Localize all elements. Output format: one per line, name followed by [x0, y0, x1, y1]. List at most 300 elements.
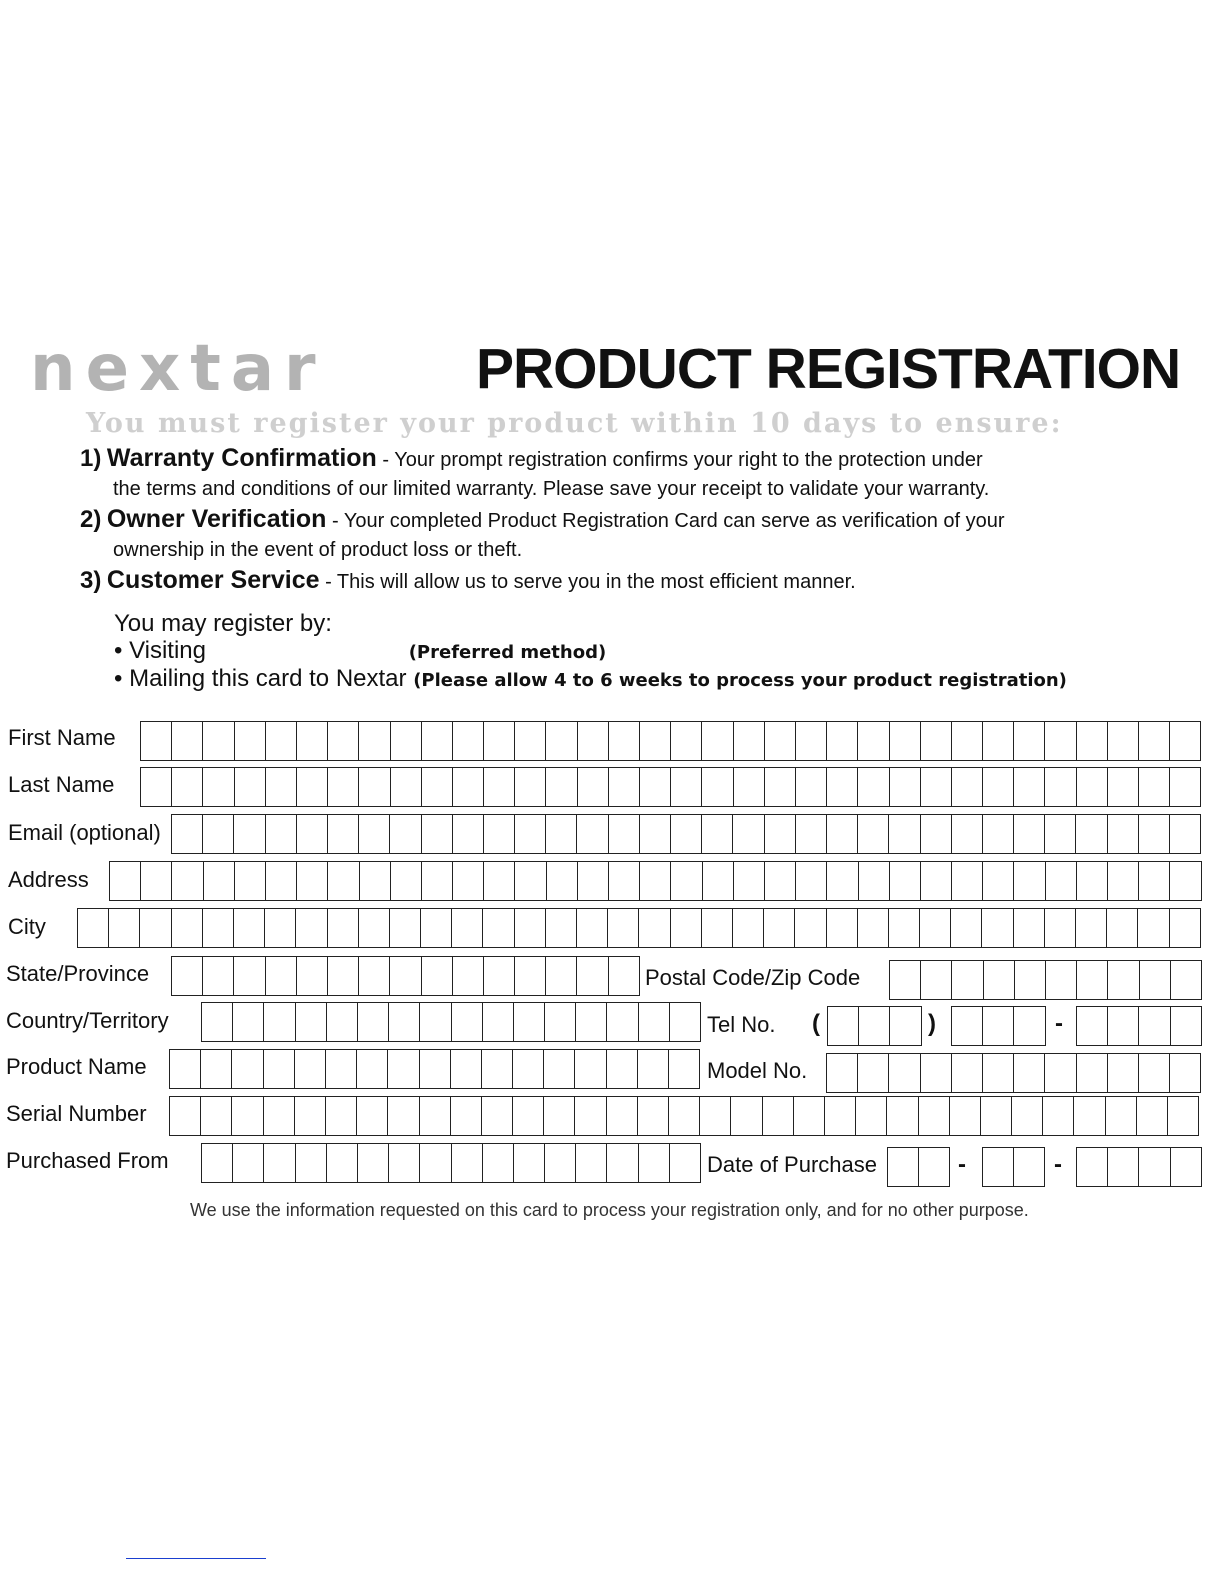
- char-box[interactable]: [1108, 1148, 1139, 1186]
- char-box[interactable]: [452, 909, 483, 947]
- char-box[interactable]: [890, 862, 921, 900]
- char-box[interactable]: [1014, 722, 1045, 760]
- char-box[interactable]: [796, 862, 827, 900]
- char-box[interactable]: [141, 722, 172, 760]
- char-box[interactable]: [1014, 862, 1045, 900]
- char-box[interactable]: [264, 1050, 295, 1088]
- tel-line-field[interactable]: [1076, 1006, 1202, 1046]
- char-box[interactable]: [1168, 1097, 1199, 1135]
- char-box[interactable]: [919, 1148, 950, 1186]
- char-box[interactable]: [670, 1144, 701, 1182]
- char-box[interactable]: [983, 1054, 1014, 1092]
- char-box[interactable]: [484, 768, 515, 806]
- char-box[interactable]: [328, 768, 359, 806]
- char-box[interactable]: [609, 768, 640, 806]
- char-box[interactable]: [576, 1003, 607, 1041]
- char-box[interactable]: [640, 722, 671, 760]
- char-box[interactable]: [1077, 768, 1108, 806]
- char-box[interactable]: [141, 862, 172, 900]
- char-box[interactable]: [515, 957, 546, 995]
- char-box[interactable]: [328, 722, 359, 760]
- char-box[interactable]: [1108, 815, 1139, 853]
- char-box[interactable]: [420, 1050, 451, 1088]
- char-box[interactable]: [796, 815, 827, 853]
- char-box[interactable]: [266, 722, 297, 760]
- char-box[interactable]: [515, 768, 546, 806]
- char-box[interactable]: [515, 722, 546, 760]
- char-box[interactable]: [391, 768, 422, 806]
- char-box[interactable]: [952, 1054, 983, 1092]
- char-box[interactable]: [266, 815, 297, 853]
- char-box[interactable]: [172, 862, 203, 900]
- char-box[interactable]: [264, 1097, 295, 1135]
- char-box[interactable]: [576, 1144, 607, 1182]
- char-box[interactable]: [640, 815, 671, 853]
- char-box[interactable]: [856, 1097, 887, 1135]
- char-box[interactable]: [201, 1097, 232, 1135]
- char-box[interactable]: [297, 862, 328, 900]
- char-box[interactable]: [141, 768, 172, 806]
- char-box[interactable]: [515, 909, 546, 947]
- char-box[interactable]: [1045, 1054, 1076, 1092]
- char-box[interactable]: [360, 862, 391, 900]
- char-box[interactable]: [235, 722, 266, 760]
- date-year-field[interactable]: [1076, 1147, 1202, 1187]
- char-box[interactable]: [1139, 862, 1170, 900]
- char-box[interactable]: [952, 1007, 983, 1045]
- char-box[interactable]: [888, 1148, 919, 1186]
- char-box[interactable]: [389, 1144, 420, 1182]
- char-box[interactable]: [609, 815, 640, 853]
- char-box[interactable]: [545, 1144, 576, 1182]
- char-box[interactable]: [1139, 722, 1170, 760]
- char-box[interactable]: [983, 1148, 1014, 1186]
- char-box[interactable]: [920, 909, 951, 947]
- char-box[interactable]: [359, 909, 390, 947]
- char-box[interactable]: [671, 909, 702, 947]
- char-box[interactable]: [482, 1097, 513, 1135]
- char-box[interactable]: [359, 957, 390, 995]
- char-box[interactable]: [827, 1054, 858, 1092]
- char-box[interactable]: [1171, 1148, 1202, 1186]
- char-box[interactable]: [453, 768, 484, 806]
- char-box[interactable]: [297, 722, 328, 760]
- char-box[interactable]: [170, 1050, 201, 1088]
- char-box[interactable]: [731, 1097, 762, 1135]
- char-box[interactable]: [795, 909, 826, 947]
- char-box[interactable]: [266, 768, 297, 806]
- char-box[interactable]: [1107, 909, 1138, 947]
- postal-field[interactable]: [889, 960, 1202, 1000]
- char-box[interactable]: [889, 909, 920, 947]
- char-box[interactable]: [515, 862, 546, 900]
- char-box[interactable]: [671, 768, 702, 806]
- char-box[interactable]: [328, 909, 359, 947]
- char-box[interactable]: [546, 815, 577, 853]
- char-box[interactable]: [514, 1003, 545, 1041]
- char-box[interactable]: [202, 1003, 233, 1041]
- char-box[interactable]: [577, 909, 608, 947]
- char-box[interactable]: [921, 722, 952, 760]
- char-box[interactable]: [78, 909, 109, 947]
- char-box[interactable]: [1014, 1007, 1045, 1045]
- char-box[interactable]: [422, 957, 453, 995]
- char-box[interactable]: [764, 909, 795, 947]
- char-box[interactable]: [451, 1097, 482, 1135]
- char-box[interactable]: [887, 1097, 918, 1135]
- tel-prefix-field[interactable]: [951, 1006, 1046, 1046]
- char-box[interactable]: [575, 1097, 606, 1135]
- char-box[interactable]: [702, 768, 733, 806]
- char-box[interactable]: [358, 1144, 389, 1182]
- char-box[interactable]: [452, 1144, 483, 1182]
- char-box[interactable]: [890, 768, 921, 806]
- char-box[interactable]: [702, 815, 733, 853]
- char-box[interactable]: [734, 722, 765, 760]
- char-box[interactable]: [609, 722, 640, 760]
- char-box[interactable]: [607, 1003, 638, 1041]
- char-box[interactable]: [202, 1144, 233, 1182]
- char-box[interactable]: [234, 957, 265, 995]
- char-box[interactable]: [734, 768, 765, 806]
- char-box[interactable]: [952, 961, 983, 999]
- tel-area-field[interactable]: [827, 1006, 922, 1046]
- char-box[interactable]: [234, 815, 265, 853]
- char-box[interactable]: [952, 768, 983, 806]
- char-box[interactable]: [203, 722, 234, 760]
- char-box[interactable]: [388, 1050, 419, 1088]
- char-box[interactable]: [1014, 1054, 1045, 1092]
- char-box[interactable]: [1077, 722, 1108, 760]
- char-box[interactable]: [513, 1050, 544, 1088]
- char-box[interactable]: [453, 957, 484, 995]
- char-box[interactable]: [858, 815, 889, 853]
- char-box[interactable]: [357, 1050, 388, 1088]
- char-box[interactable]: [733, 909, 764, 947]
- char-box[interactable]: [515, 815, 546, 853]
- char-box[interactable]: [921, 862, 952, 900]
- char-box[interactable]: [1170, 1054, 1201, 1092]
- char-box[interactable]: [172, 815, 203, 853]
- char-box[interactable]: [264, 1144, 295, 1182]
- char-box[interactable]: [702, 722, 733, 760]
- char-box[interactable]: [1077, 1054, 1108, 1092]
- char-box[interactable]: [1138, 909, 1169, 947]
- char-box[interactable]: [172, 722, 203, 760]
- char-box[interactable]: [422, 815, 453, 853]
- char-box[interactable]: [733, 815, 764, 853]
- state-field[interactable]: [171, 956, 640, 996]
- char-box[interactable]: [952, 862, 983, 900]
- char-box[interactable]: [859, 1007, 890, 1045]
- char-box[interactable]: [859, 862, 890, 900]
- char-box[interactable]: [359, 722, 390, 760]
- char-box[interactable]: [702, 909, 733, 947]
- char-box[interactable]: [1045, 768, 1076, 806]
- char-box[interactable]: [326, 1050, 357, 1088]
- char-box[interactable]: [203, 957, 234, 995]
- char-box[interactable]: [328, 957, 359, 995]
- char-box[interactable]: [328, 815, 359, 853]
- char-box[interactable]: [640, 768, 671, 806]
- char-box[interactable]: [235, 862, 266, 900]
- char-box[interactable]: [950, 1097, 981, 1135]
- char-box[interactable]: [1014, 815, 1045, 853]
- char-box[interactable]: [858, 722, 889, 760]
- char-box[interactable]: [1139, 1007, 1170, 1045]
- char-box[interactable]: [827, 768, 858, 806]
- char-box[interactable]: [140, 909, 171, 947]
- char-box[interactable]: [233, 1144, 264, 1182]
- char-box[interactable]: [765, 768, 796, 806]
- char-box[interactable]: [1014, 768, 1045, 806]
- char-box[interactable]: [1139, 1054, 1170, 1092]
- char-box[interactable]: [203, 909, 234, 947]
- char-box[interactable]: [204, 862, 235, 900]
- char-box[interactable]: [296, 1144, 327, 1182]
- char-box[interactable]: [297, 815, 328, 853]
- char-box[interactable]: [765, 722, 796, 760]
- char-box[interactable]: [858, 768, 889, 806]
- char-box[interactable]: [544, 1097, 575, 1135]
- char-box[interactable]: [983, 862, 1014, 900]
- char-box[interactable]: [794, 1097, 825, 1135]
- char-box[interactable]: [110, 862, 141, 900]
- serial-field[interactable]: [169, 1096, 1199, 1136]
- char-box[interactable]: [422, 768, 453, 806]
- char-box[interactable]: [825, 1097, 856, 1135]
- first-name-field[interactable]: [140, 721, 1201, 761]
- char-box[interactable]: [1170, 815, 1201, 853]
- char-box[interactable]: [1108, 862, 1139, 900]
- char-box[interactable]: [983, 768, 1014, 806]
- char-box[interactable]: [890, 722, 921, 760]
- char-box[interactable]: [671, 815, 702, 853]
- char-box[interactable]: [1045, 909, 1076, 947]
- char-box[interactable]: [232, 1097, 263, 1135]
- char-box[interactable]: [546, 957, 577, 995]
- char-box[interactable]: [607, 1097, 638, 1135]
- char-box[interactable]: [858, 909, 889, 947]
- char-box[interactable]: [578, 722, 609, 760]
- char-box[interactable]: [638, 1050, 669, 1088]
- char-box[interactable]: [513, 1097, 544, 1135]
- char-box[interactable]: [544, 1050, 575, 1088]
- char-box[interactable]: [483, 909, 514, 947]
- char-box[interactable]: [703, 862, 734, 900]
- char-box[interactable]: [297, 768, 328, 806]
- char-box[interactable]: [827, 722, 858, 760]
- char-box[interactable]: [420, 1003, 451, 1041]
- char-box[interactable]: [1170, 768, 1201, 806]
- char-box[interactable]: [1043, 1097, 1074, 1135]
- char-box[interactable]: [952, 722, 983, 760]
- char-box[interactable]: [639, 1003, 670, 1041]
- char-box[interactable]: [327, 1144, 358, 1182]
- char-box[interactable]: [983, 722, 1014, 760]
- city-field[interactable]: [77, 908, 1201, 948]
- char-box[interactable]: [420, 1097, 451, 1135]
- char-box[interactable]: [578, 862, 609, 900]
- char-box[interactable]: [232, 1050, 263, 1088]
- char-box[interactable]: [609, 957, 640, 995]
- char-box[interactable]: [765, 862, 796, 900]
- char-box[interactable]: [607, 1144, 638, 1182]
- char-box[interactable]: [1077, 1007, 1108, 1045]
- char-box[interactable]: [421, 909, 452, 947]
- char-box[interactable]: [109, 909, 140, 947]
- char-box[interactable]: [296, 1003, 327, 1041]
- char-box[interactable]: [763, 1097, 794, 1135]
- char-box[interactable]: [889, 815, 920, 853]
- char-box[interactable]: [671, 862, 702, 900]
- char-box[interactable]: [1077, 961, 1108, 999]
- char-box[interactable]: [827, 815, 858, 853]
- char-box[interactable]: [1137, 1097, 1168, 1135]
- char-box[interactable]: [1171, 961, 1202, 999]
- char-box[interactable]: [796, 722, 827, 760]
- char-box[interactable]: [858, 1054, 889, 1092]
- char-box[interactable]: [170, 1097, 201, 1135]
- char-box[interactable]: [765, 815, 796, 853]
- char-box[interactable]: [452, 1003, 483, 1041]
- char-box[interactable]: [1139, 815, 1170, 853]
- char-box[interactable]: [1012, 1097, 1043, 1135]
- char-box[interactable]: [546, 909, 577, 947]
- char-box[interactable]: [1014, 1148, 1045, 1186]
- char-box[interactable]: [297, 957, 328, 995]
- char-box[interactable]: [172, 909, 203, 947]
- char-box[interactable]: [296, 909, 327, 947]
- char-box[interactable]: [422, 722, 453, 760]
- char-box[interactable]: [828, 1007, 859, 1045]
- char-box[interactable]: [827, 862, 858, 900]
- char-box[interactable]: [451, 1050, 482, 1088]
- char-box[interactable]: [1171, 1007, 1202, 1045]
- char-box[interactable]: [546, 768, 577, 806]
- country-field[interactable]: [201, 1002, 701, 1042]
- char-box[interactable]: [983, 1007, 1014, 1045]
- char-box[interactable]: [484, 722, 515, 760]
- char-box[interactable]: [577, 815, 608, 853]
- char-box[interactable]: [514, 1144, 545, 1182]
- char-box[interactable]: [670, 1003, 701, 1041]
- char-box[interactable]: [889, 1054, 920, 1092]
- char-box[interactable]: [453, 722, 484, 760]
- char-box[interactable]: [984, 961, 1015, 999]
- char-box[interactable]: [390, 957, 421, 995]
- char-box[interactable]: [201, 1050, 232, 1088]
- char-box[interactable]: [389, 1003, 420, 1041]
- char-box[interactable]: [545, 1003, 576, 1041]
- char-box[interactable]: [890, 1007, 921, 1045]
- char-box[interactable]: [921, 815, 952, 853]
- date-month-field[interactable]: [887, 1147, 950, 1187]
- char-box[interactable]: [357, 1097, 388, 1135]
- char-box[interactable]: [796, 768, 827, 806]
- last-name-field[interactable]: [140, 767, 1201, 807]
- char-box[interactable]: [172, 957, 203, 995]
- char-box[interactable]: [951, 909, 982, 947]
- char-box[interactable]: [919, 1097, 950, 1135]
- char-box[interactable]: [1045, 815, 1076, 853]
- char-box[interactable]: [1045, 722, 1076, 760]
- char-box[interactable]: [982, 909, 1013, 947]
- char-box[interactable]: [921, 768, 952, 806]
- email-field[interactable]: [171, 814, 1201, 854]
- char-box[interactable]: [638, 1097, 669, 1135]
- char-box[interactable]: [390, 815, 421, 853]
- char-box[interactable]: [420, 1144, 451, 1182]
- char-box[interactable]: [359, 815, 390, 853]
- char-box[interactable]: [1108, 961, 1139, 999]
- char-box[interactable]: [264, 1003, 295, 1041]
- char-box[interactable]: [639, 909, 670, 947]
- char-box[interactable]: [700, 1097, 731, 1135]
- char-box[interactable]: [547, 862, 578, 900]
- char-box[interactable]: [328, 862, 359, 900]
- char-box[interactable]: [234, 909, 265, 947]
- date-day-field[interactable]: [982, 1147, 1045, 1187]
- char-box[interactable]: [1170, 862, 1201, 900]
- char-box[interactable]: [671, 722, 702, 760]
- char-box[interactable]: [669, 1097, 700, 1135]
- char-box[interactable]: [1108, 768, 1139, 806]
- char-box[interactable]: [326, 1097, 357, 1135]
- char-box[interactable]: [639, 1144, 670, 1182]
- char-box[interactable]: [734, 862, 765, 900]
- char-box[interactable]: [1077, 1148, 1108, 1186]
- char-box[interactable]: [1139, 768, 1170, 806]
- char-box[interactable]: [484, 862, 515, 900]
- char-box[interactable]: [390, 909, 421, 947]
- char-box[interactable]: [1046, 961, 1077, 999]
- char-box[interactable]: [172, 768, 203, 806]
- char-box[interactable]: [203, 768, 234, 806]
- char-box[interactable]: [1015, 961, 1046, 999]
- char-box[interactable]: [483, 1003, 514, 1041]
- model-field[interactable]: [826, 1053, 1201, 1093]
- char-box[interactable]: [1108, 722, 1139, 760]
- char-box[interactable]: [484, 815, 515, 853]
- char-box[interactable]: [1046, 862, 1077, 900]
- char-box[interactable]: [578, 768, 609, 806]
- char-box[interactable]: [482, 1050, 513, 1088]
- char-box[interactable]: [388, 1097, 419, 1135]
- char-box[interactable]: [921, 961, 952, 999]
- char-box[interactable]: [608, 909, 639, 947]
- char-box[interactable]: [422, 862, 453, 900]
- char-box[interactable]: [1170, 722, 1201, 760]
- char-box[interactable]: [391, 862, 422, 900]
- char-box[interactable]: [827, 909, 858, 947]
- char-box[interactable]: [890, 961, 921, 999]
- char-box[interactable]: [295, 1097, 326, 1135]
- char-box[interactable]: [266, 862, 297, 900]
- char-box[interactable]: [640, 862, 671, 900]
- char-box[interactable]: [1140, 961, 1171, 999]
- char-box[interactable]: [609, 862, 640, 900]
- char-box[interactable]: [235, 768, 266, 806]
- char-box[interactable]: [1108, 1007, 1139, 1045]
- char-box[interactable]: [575, 1050, 606, 1088]
- char-box[interactable]: [453, 862, 484, 900]
- char-box[interactable]: [1108, 1054, 1139, 1092]
- char-box[interactable]: [483, 1144, 514, 1182]
- char-box[interactable]: [453, 815, 484, 853]
- char-box[interactable]: [1076, 909, 1107, 947]
- char-box[interactable]: [921, 1054, 952, 1092]
